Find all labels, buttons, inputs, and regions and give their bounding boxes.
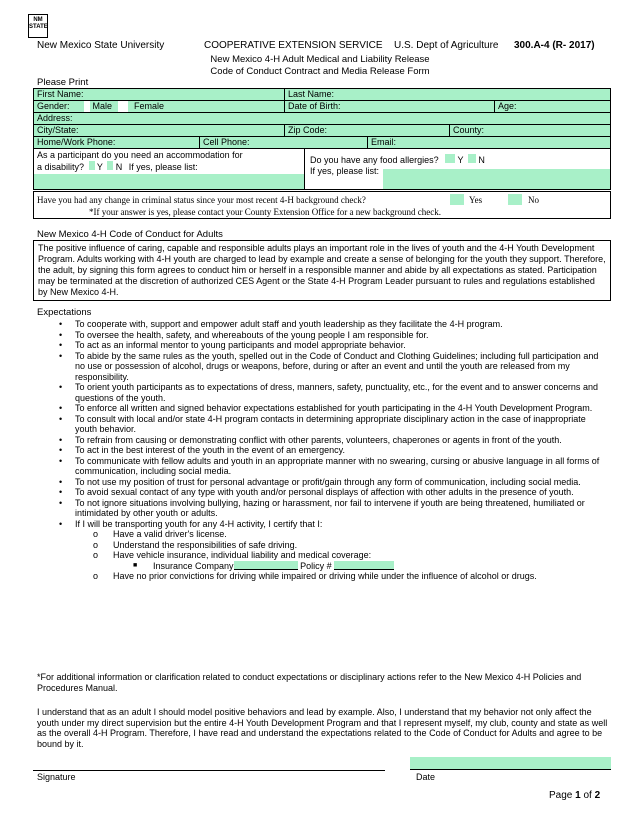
policy-number-input[interactable] <box>334 561 394 570</box>
allergy-list-input[interactable] <box>383 169 610 189</box>
list-item: • To refrain from causing or demonstrating conflict with other parents, volunteers, chaperones or agents in front of the youth. <box>59 434 562 445</box>
agreement-paragraph: I understand that as an adult I should model positive behaviors and lead by example. Also, I understand that my behavior not only affect the youth under my direct supervision but the entire 4-H Youth Development Program and that I represent myself, my club, county and state as well as the overall 4-H Program. Therefore, I have read and understand the expectations related to the Code of Conduct for Adults and agree to be bound by it. <box>37 707 608 749</box>
first-name-field[interactable]: First Name: <box>37 89 84 99</box>
insurance-line: ■ Insurance Company Policy # <box>33 561 608 572</box>
accommodation-list-input[interactable] <box>34 174 304 189</box>
list-item: • To consult with local and/or state 4-H program contacts in determining appropriate disciplinary action in the case of inappropriate youth behavior. <box>59 413 586 434</box>
date-label: Date <box>416 772 436 782</box>
signature-label: Signature <box>37 772 76 782</box>
list-item: • To cooperate with, support and empower adult staff and youth leadership as they facilitate the 4-H program. <box>59 319 503 329</box>
form-number: 300.A-4 (R- 2017) <box>514 40 595 51</box>
accommodation-q1: As a participant do you need an accommodation for <box>37 150 243 160</box>
address-field[interactable]: Address: <box>37 113 73 123</box>
accommodation-yes-box[interactable] <box>89 161 95 170</box>
transport-sublist-wrapper <box>33 529 608 582</box>
extension-service: COOPERATIVE EXTENSION SERVICE <box>204 40 383 51</box>
list-item: • To not use my position of trust for personal advantage or profit/gain through any form of communication, including social media. <box>59 476 581 487</box>
cell-phone-field[interactable]: Cell Phone: <box>199 137 367 148</box>
allergy-n-label: N <box>478 155 485 165</box>
name-row <box>34 89 610 101</box>
city-state-field[interactable]: City/State: <box>37 125 79 135</box>
accommodation-y-label: Y <box>96 162 103 172</box>
dept-agriculture: U.S. Dept of Agriculture <box>394 40 499 51</box>
expectations-list <box>33 319 608 582</box>
allergy-line <box>305 149 610 166</box>
transport-sublist <box>33 529 608 582</box>
city-row <box>34 125 610 137</box>
list-item: • If I will be transporting youth for any 4-H activity, I certify that I: <box>59 518 323 529</box>
accommodation-n-label: N <box>115 162 123 172</box>
age-field[interactable]: Age: <box>494 101 610 112</box>
home-phone-field[interactable]: Home/Work Phone: <box>37 137 116 147</box>
participant-info-form <box>33 88 611 190</box>
insurance-company-input[interactable] <box>234 561 298 570</box>
list-item: • To act as an informal mentor to young participants and model appropriate behavior. <box>59 340 406 350</box>
list-item: • To orient youth participants as to expectations of dress, manners, safety, punctuality, etc., for the event and to answer concerns and questions of the youth. <box>59 382 598 403</box>
gender-row <box>34 101 610 113</box>
list-item: • To communicate with fellow adults and youth in an appropriate manner with no swearing, cursing or abusive language in all forms of communication, including social media. <box>59 455 600 476</box>
gender-female-label: Female <box>134 101 165 111</box>
form-subtitle-2: Code of Conduct Contract and Media Release Form <box>210 66 430 77</box>
accommodation-no-box[interactable] <box>107 161 113 170</box>
code-of-conduct-title: New Mexico 4-H Code of Conduct for Adults <box>37 229 223 240</box>
allergy-question: Do you have any food allergies? <box>310 155 439 165</box>
list-item: o Have no prior convictions for driving while impaired or driving while under the influence of alcohol or drugs. <box>93 571 537 581</box>
accommodation-cell <box>34 149 304 189</box>
gender-male-label: Male <box>92 101 113 111</box>
list-item: • To act in the best interest of the youth in the event of an emergency. <box>59 445 345 455</box>
accommodation-q2-line <box>34 161 304 173</box>
code-of-conduct-intro: The positive influence of caring, capable and responsible adults plays an important role in the lives of youth and the 4-H Youth Development Program. Adults working with 4-H youth are charged to lead by example and create a sense of belonging for the youth they support. Therefore, the adult, by signing this form agrees to conduct him or herself in a responsible manner and abide by all expectations as stated. Participation may be terminated at the discretion of authorized CES Agent or the State 4-H Program Leader pursuant to rules and regulations established by New Mexico 4-H. <box>33 240 611 301</box>
list-item: • To oversee the health, safety, and whereabouts of the young people I am responsible for. <box>59 329 429 340</box>
list-item: o Understand the responsibilities of safe driving. <box>93 539 298 550</box>
county-field[interactable]: County: <box>449 125 610 136</box>
address-row <box>34 113 610 125</box>
criminal-yes-label: Yes <box>469 195 483 205</box>
accommodation-row <box>34 149 610 189</box>
signature-line[interactable] <box>33 770 385 771</box>
additional-info-note: *For additional information or clarification related to conduct expectations or disciplinary actions refer to the New Mexico 4-H Policies and Procedures Manual. <box>37 672 582 693</box>
allergy-if-yes: If yes, please list: <box>310 166 380 176</box>
list-item: • To avoid sexual contact of any type with youth and/or personal displays of affection with other adults in the presence of youth. <box>59 487 574 497</box>
accommodation-q2: a disability? <box>37 162 85 172</box>
list-item: • To not ignore situations involving bullying, hazing or harassment, nor fail to intervene if youth are being threatened, humiliated or intimidated by other youth or adults. <box>59 497 585 518</box>
criminal-no-box[interactable] <box>508 194 522 205</box>
please-print-label: Please Print <box>37 77 89 88</box>
form-subtitle-1: New Mexico 4-H Adult Medical and Liability Release <box>210 54 430 65</box>
gender-female-box[interactable] <box>118 101 128 112</box>
list-item: • To abide by the same rules as the youth, spelled out in the Code of Conduct and Clothing Guidelines; including full participation and no use or possession of alcohol, drugs or weapons, before, during or after an event and until the youth are released from my responsibility. <box>59 350 599 382</box>
dob-field[interactable]: Date of Birth: <box>284 101 494 112</box>
criminal-question: Have you had any change in criminal status since your most recent 4-H background check? <box>37 195 366 205</box>
list-item: o Have vehicle insurance, individual liability and medical coverage: <box>93 550 372 560</box>
list-item: o Have a valid driver's license. <box>93 529 227 539</box>
zip-code-field[interactable]: Zip Code: <box>284 125 449 136</box>
criminal-note: *If your answer is yes, please contact your County Extension Office for a new background check. <box>89 207 441 217</box>
gender-label: Gender: <box>37 101 70 111</box>
criminal-status-box <box>33 191 611 219</box>
university-name: New Mexico State University <box>37 40 165 51</box>
date-input[interactable] <box>410 757 611 770</box>
page-number: Page 1 of 2 <box>549 790 601 801</box>
allergy-yes-box[interactable] <box>445 154 455 163</box>
email-field[interactable]: Email: <box>367 137 610 148</box>
gender-male-box[interactable] <box>84 101 90 112</box>
allergy-no-box[interactable] <box>468 154 476 163</box>
allergy-cell <box>304 149 610 189</box>
policy-label: Policy # <box>300 560 332 571</box>
list-item: • To enforce all written and signed behavior expectations established for youth participating in the 4-H Youth Development Program. <box>59 403 593 413</box>
phone-row <box>34 137 610 149</box>
allergy-y-label: Y <box>457 155 464 165</box>
nmsu-logo: NM STATE <box>28 14 48 38</box>
expectations-title: Expectations <box>37 307 92 318</box>
criminal-no-label: No <box>528 195 539 205</box>
last-name-field[interactable]: Last Name: <box>284 89 610 100</box>
accommodation-if-yes: If yes, please list: <box>128 162 198 172</box>
gender-field <box>34 101 284 112</box>
insurance-company-label: Insurance Company <box>153 560 234 571</box>
criminal-yes-box[interactable] <box>450 194 464 205</box>
